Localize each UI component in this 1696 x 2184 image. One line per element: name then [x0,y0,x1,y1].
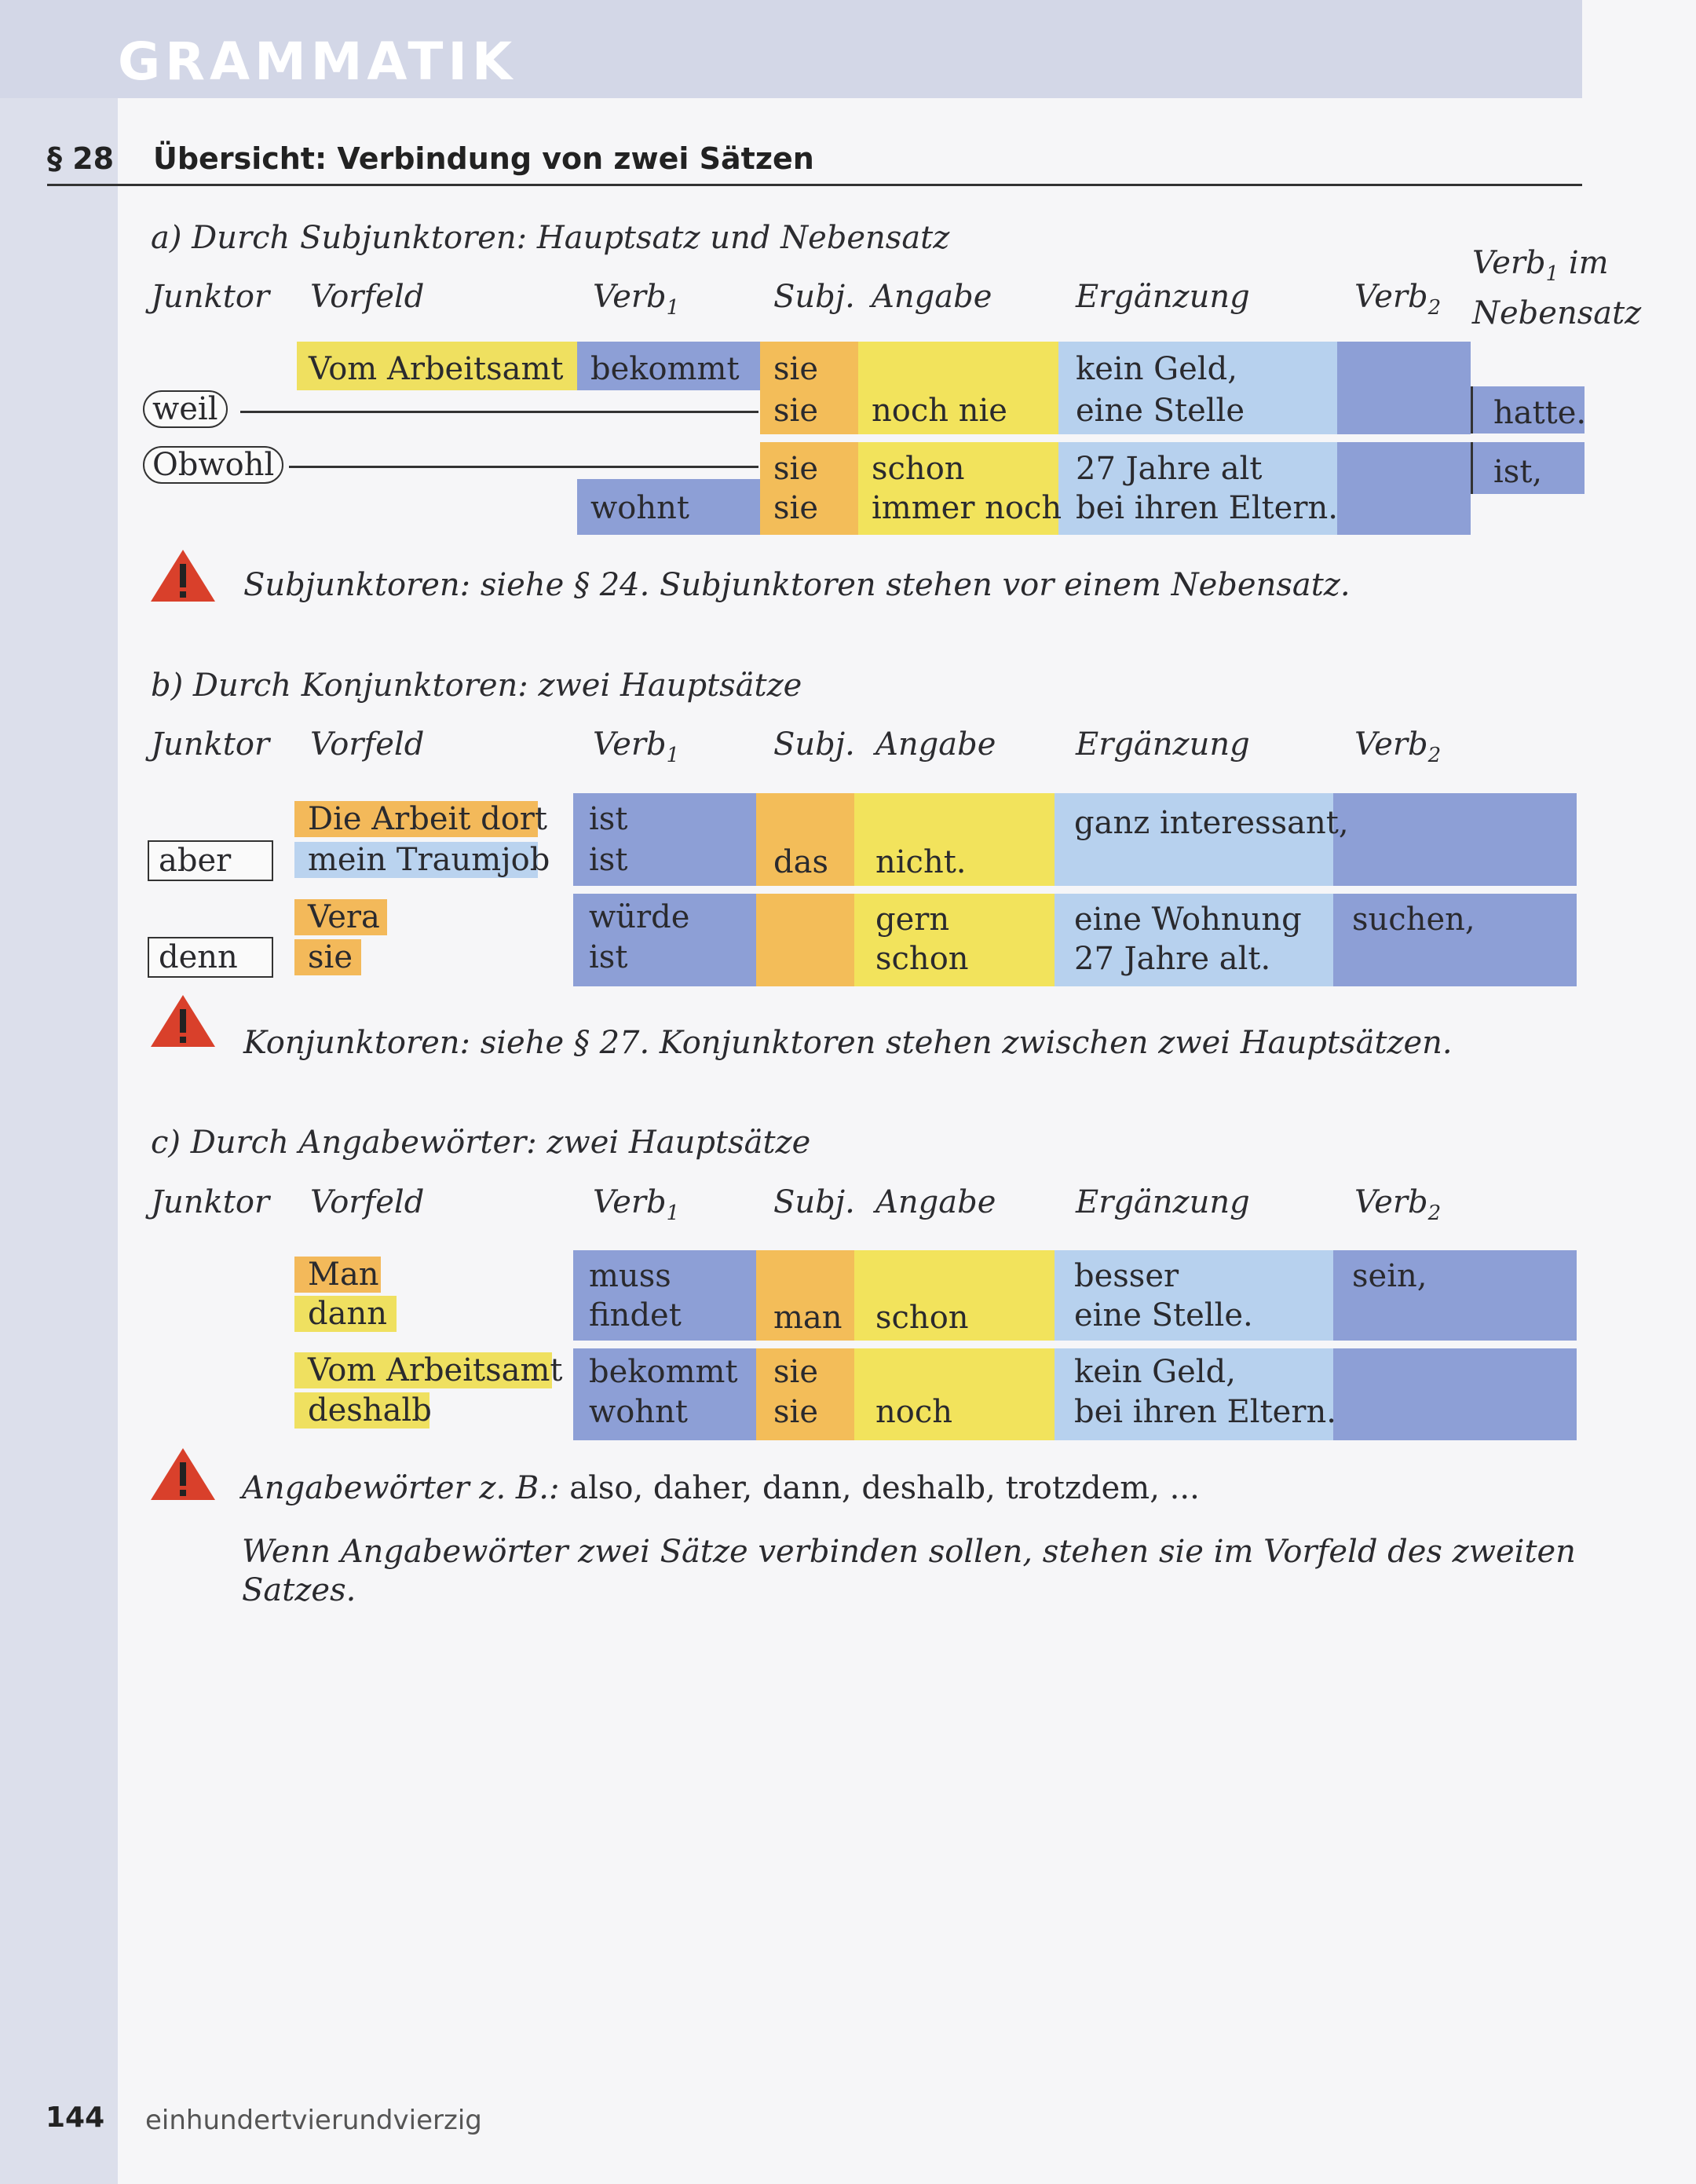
c-vorfeld-r2: dann [308,1296,387,1332]
a-angabe-r3: schon [872,451,965,487]
c-col-ergaenzung: Ergänzung [1076,1184,1250,1220]
part-c-heading: c) Durch Angabewörter: zwei Hauptsätze [151,1125,811,1161]
c-col-verb2: Verb$_2$ [1354,1184,1442,1225]
a-note: Subjunktoren: siehe § 24. Subjunktoren stehen vor einem Nebensatz. [243,567,1351,603]
c-verb1-r2: findet [589,1297,682,1333]
a-vorfeld-r1: Vom Arbeitsamt [309,351,564,387]
b-col-verb2: Verb$_2$ [1354,726,1442,767]
b-verb1-r1: ist [589,801,628,837]
page-number-words: einhundertvierundvierzig [145,2105,482,2136]
b-note: Konjunktoren: siehe § 27. Konjunktoren stehen zwischen zwei Hauptsätzen. [243,1025,1453,1061]
b-col-ergaenzung: Ergänzung [1076,726,1250,763]
c-vorfeld-r1: Man [308,1257,379,1293]
col-angabe: Angabe [872,279,992,315]
b-verb1-r3: würde [589,899,690,935]
b-vorfeld-r4: sie [308,939,353,975]
b-erg-r4: 27 Jahre alt. [1074,941,1271,977]
header-title: GRAMMATIK [118,31,517,92]
c-erg-r1: besser [1074,1258,1179,1294]
c-verb1-r3: bekommt [589,1354,738,1390]
b-vorfeld-r1: Die Arbeit dort [308,801,547,837]
c-vorfeld-r4: deshalb [308,1392,432,1429]
a-subj-r2: sie [773,393,818,429]
b-verb1-r4: ist [589,939,628,975]
section-heading [47,134,1582,186]
b-col-angabe: Angabe [875,726,996,763]
a-obwohl-line [289,466,758,468]
b-angabe-r3: gern [875,902,950,938]
b-verb2-box1 [1333,793,1577,886]
a-erg-r2: eine Stelle [1076,393,1245,429]
b-erg-r3: eine Wohnung [1074,902,1302,938]
left-margin-strip [0,0,118,2184]
c-col-angabe: Angabe [875,1184,996,1220]
c-verb2-box2 [1333,1348,1577,1440]
b-subj-box2 [756,894,854,986]
c-subj-r4: sie [773,1394,818,1430]
page-number: 144 [46,2102,105,2134]
b-col-vorfeld: Vorfeld [310,726,425,763]
col-junktor: Junktor [151,279,270,315]
col-verb1: Verb$_1$ [593,279,680,320]
b-vorfeld-r3: Vera [308,899,380,935]
col-vorfeld: Vorfeld [310,279,425,315]
a-erg-r4: bei ihren Eltern. [1076,490,1338,526]
b-col-verb1: Verb$_1$ [593,726,680,767]
b-subj-r2: das [773,844,828,880]
warning-icon [149,1447,217,1502]
a-angabe-r4: immer noch [872,490,1062,526]
col-verb1-nebensatz: Verb$_1$ im Nebensatz [1472,245,1642,331]
b-verb2-r3: suchen, [1352,902,1475,938]
warning-icon [149,993,217,1048]
c-verb1-r4: wohnt [589,1394,688,1430]
a-erg-r1: kein Geld, [1076,351,1237,387]
warning-icon [149,548,217,603]
a-verb1-r1: bekommt [590,351,740,387]
b-verb1-r2: ist [589,842,628,878]
c-subj-r3: sie [773,1354,818,1390]
c-col-subj: Subj. [773,1184,855,1220]
c-note-line1: Angabewörter z. B.: also, daher, dann, deshalb, trotzdem, ... [242,1470,1200,1506]
b-erg-r1: ganz interessant, [1074,805,1349,841]
a-weil-line [240,411,758,413]
section-number: § 28 [47,141,115,176]
c-note-line3: Satzes. [242,1572,356,1608]
a-verb2-box1 [1337,342,1471,434]
c-note-line2: Wenn Angabewörter zwei Sätze verbinden sollen, stehen sie im Vorfeld des zweiten [242,1534,1576,1570]
b-col-junktor: Junktor [151,726,270,763]
a-subj-r4: sie [773,490,818,526]
c-vorfeld-r3: Vom Arbeitsamt [308,1352,563,1388]
a-verb1-r4: wohnt [590,490,689,526]
b-junktor-denn: denn [148,937,273,978]
c-col-verb1: Verb$_1$ [593,1184,680,1225]
a-junktor-weil: weil [143,390,228,428]
c-angabe-r2: schon [875,1300,969,1336]
part-b-heading: b) Durch Konjunktoren: zwei Hauptsätze [151,668,802,704]
b-vorfeld-r2: mein Traumjob [308,842,550,878]
col-verb2: Verb$_2$ [1354,279,1442,320]
col-subj: Subj. [773,279,855,315]
a-angabe-r2: noch nie [872,393,1007,429]
c-verb2-r1: sein, [1352,1258,1427,1294]
a-neben-r3: ist, [1493,454,1543,490]
c-verb1-r1: muss [589,1258,671,1294]
c-col-vorfeld: Vorfeld [310,1184,425,1220]
c-col-junktor: Junktor [151,1184,270,1220]
c-erg-r3: kein Geld, [1074,1354,1236,1390]
c-subj-r2: man [773,1300,843,1336]
part-a-heading: a) Durch Subjunktoren: Hauptsatz und Nebensatz [151,220,950,256]
c-angabe-r4: noch [875,1394,953,1430]
b-angabe-r4: schon [875,941,969,977]
section-title: Übersicht: Verbindung von zwei Sätzen [153,141,814,176]
a-subj-r3: sie [773,451,818,487]
a-verb2-box2 [1337,442,1471,535]
c-erg-r2: eine Stelle. [1074,1297,1253,1333]
a-subj-r1: sie [773,351,818,387]
c-erg-r4: bei ihren Eltern. [1074,1394,1336,1430]
b-junktor-aber: aber [148,840,273,881]
b-angabe-r2: nicht. [875,844,967,880]
b-col-subj: Subj. [773,726,855,763]
a-neben-r2: hatte. [1493,395,1587,431]
col-ergaenzung: Ergänzung [1076,279,1250,315]
a-junktor-obwohl: Obwohl [143,446,283,484]
a-erg-r3: 27 Jahre alt [1076,451,1263,487]
